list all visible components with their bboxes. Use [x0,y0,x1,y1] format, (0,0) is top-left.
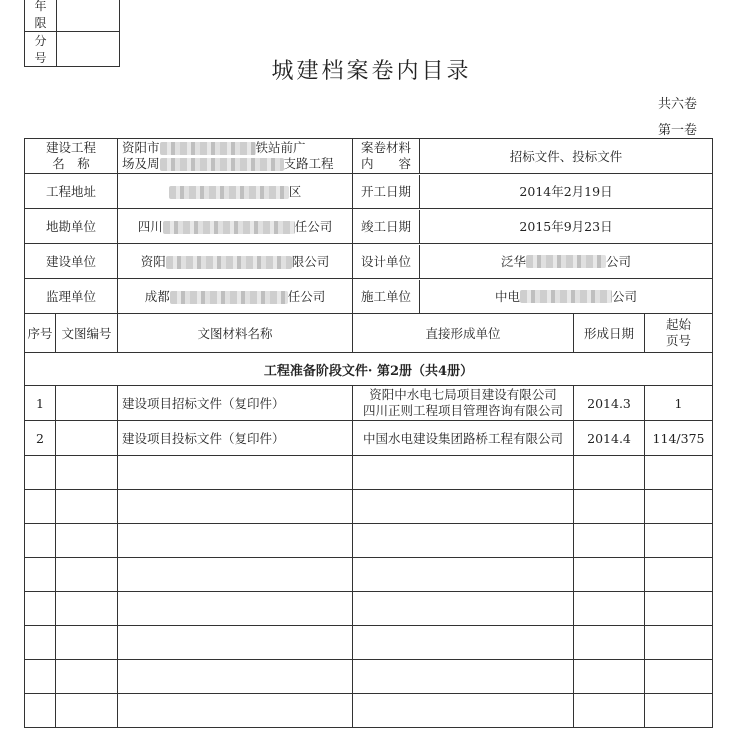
finish-cell [353,209,713,244]
builder-label: 建设单位 [25,244,118,279]
blank-row [25,592,713,626]
year-label: 年限 [25,0,57,32]
row-page: 114/375 [645,421,713,456]
supervisor-label: 监理单位 [25,279,118,314]
project-name-value: 资阳市 铁站前广 场及周 支路工程 [118,139,353,174]
content-cell [353,139,713,174]
volume-total: 共六卷 [657,97,697,112]
content-value: 招标文件、投标文件 [509,149,623,164]
row-date: 2014.4 [574,421,645,456]
row-seq: 1 [25,386,56,421]
row-name: 建设项目招标文件（复印件） [118,386,353,421]
constructor-label: 施工单位 [353,280,420,313]
col-doc-no: 文图编号 [56,314,118,353]
design-value: 泛华 公司 [501,254,632,269]
table-row [25,386,713,421]
year-value [57,0,120,32]
volume-number: 第一卷 [657,123,697,138]
blank-row [25,660,713,694]
survey-label: 地勘单位 [25,209,118,244]
blank-row [25,626,713,660]
start-cell [353,174,713,209]
finish-value: 2015年9月23日 [519,219,613,234]
row-unit: 中国水电建设集团路桥工程有限公司 [353,421,574,456]
address-label: 工程地址 [25,174,118,209]
start-value: 2014年2月19日 [519,184,613,199]
blank-row [25,694,713,728]
page-title: 城建档案卷内目录 [271,59,472,84]
row-doc-no [56,386,118,421]
constructor-value: 中电 公司 [495,289,638,304]
project-name-label: 建设工程 名 称 [25,139,118,174]
col-date: 形成日期 [574,314,645,353]
blank-row [25,524,713,558]
row-unit: 资阳中水电七局项目建设有限公司 四川正则工程项目管理咨询有限公司 [353,386,574,421]
address-value: 区 [118,174,353,209]
supervisor-value: 成都 任公司 [118,279,353,314]
finish-label: 竣工日期 [353,210,420,243]
row-date: 2014.3 [574,386,645,421]
start-label: 开工日期 [353,175,420,208]
blank-row [25,456,713,490]
part-label: 分号 [25,32,57,67]
content-label: 案卷材料 内 容 [353,139,420,173]
constructor-cell [353,279,713,314]
col-name: 文图材料名称 [118,314,353,353]
catalog-table [24,138,713,728]
row-seq: 2 [25,421,56,456]
section-title: 工程准备阶段文件· 第2册（共4册） [25,353,713,386]
blank-row [25,490,713,524]
col-unit: 直接形成单位 [353,314,574,353]
table-row [25,421,713,456]
survey-value: 四川 任公司 [118,209,353,244]
col-page: 起始 页号 [645,314,713,353]
design-cell [353,244,713,279]
design-label: 设计单位 [353,245,420,278]
row-name: 建设项目投标文件（复印件） [118,421,353,456]
row-doc-no [56,421,118,456]
col-seq: 序号 [25,314,56,353]
row-page: 1 [645,386,713,421]
blank-row [25,558,713,592]
builder-value: 资阳 限公司 [118,244,353,279]
